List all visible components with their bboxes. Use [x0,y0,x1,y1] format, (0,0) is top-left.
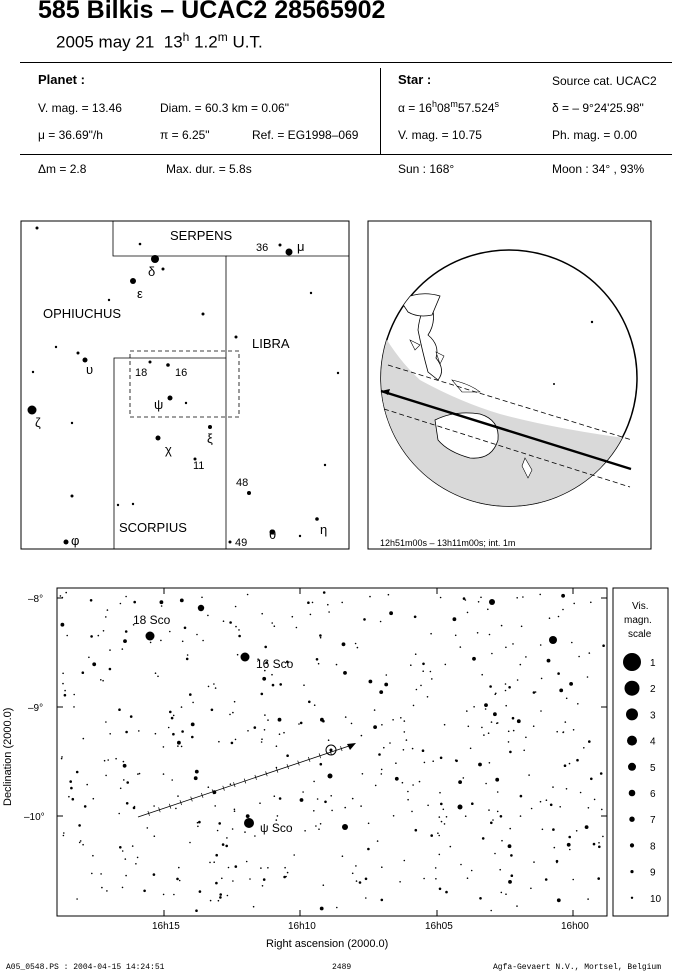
label-mu: μ [297,239,305,254]
scale-mag-label: 5 [650,762,656,774]
label-phi: φ [71,533,80,548]
ytick-label: –9° [28,703,44,714]
star-phmag: Ph. mag. = 0.00 [552,128,638,142]
scale-dot-mag-3 [626,708,638,720]
scale-title-3: scale [628,629,652,640]
scale-mag-label: 9 [650,867,656,879]
label-16: 16 [175,367,188,379]
label-11: 11 [193,460,205,472]
planet-label: Planet : [38,72,85,87]
scale-mag-label: 8 [650,841,656,853]
event-time: 2005 may 21 13$^h$ 1.2$^m$ U.T. [56,30,263,52]
label-zeta: ζ [35,415,41,430]
max-duration: Max. dur. = 5.8s [166,162,252,176]
star-vmag: V. mag. = 10.75 [398,128,482,142]
star-right-ascension: $\alpha = 16^h08^m57.524^s$ [398,99,500,115]
scale-dot-mag-4 [627,736,637,746]
constellation-scorpius: SCORPIUS [119,520,187,535]
label-psi: ψ [154,397,164,412]
event-date: 2005 may 21 [56,32,155,52]
xtick-label: 16h05 [425,921,453,932]
xtick-label: 16h00 [561,921,589,932]
label-36: 36 [256,242,269,254]
scale-dot-mag-5 [628,763,636,771]
scale-mag-label: 3 [650,710,656,722]
scale-mag-label: 1 [650,658,656,669]
sun-elongation: Sun : 168° [398,162,455,176]
constellation-libra: LIBRA [252,336,290,351]
planet-parallax: π = 6.25" [160,128,210,142]
label-epsilon: ε [137,286,143,301]
planet-motion: μ = 36.69"/h [38,128,103,142]
label-16-sco: 16 Sco [256,657,294,671]
scale-dot-mag-7 [629,817,634,822]
constellation-serpens: SERPENS [170,228,233,243]
footer-credit: Agfa-Gevaert N.V., Mortsel, Belgium [493,963,662,972]
page-title: 585 Bilkis – UCAC2 28565902 [38,0,386,24]
scale-mag-label: 7 [650,815,656,827]
scale-dot-mag-1 [623,653,641,671]
magnitude-drop: Δm = 2.8 [38,162,87,176]
label-18-sco: 18 Sco [133,613,171,627]
ytick-label: –8° [28,594,44,605]
label-chi: χ [165,442,172,457]
footer-file: A05_0548.PS : 2004-04-15 14:24:51 [6,963,165,972]
scale-title-2: magn. [624,615,652,626]
planet-diameter: Diam. = 60.3 km = 0.06" [160,101,289,115]
label-upsilon: υ [86,362,94,377]
scale-dot-mag-6 [629,790,636,797]
scale-mag-label: 2 [650,684,656,696]
scale-title-1: Vis. [632,601,649,612]
xtick-label: 16h15 [152,921,180,932]
scale-dot-mag-9 [630,870,633,873]
scale-mag-label: 6 [650,789,656,800]
star-declination: δ = – 9°24'25.98" [552,101,644,115]
scale-dot-mag-8 [630,843,634,847]
planet-reference: Ref. = EG1998–069 [252,128,359,142]
label-eta: η [320,522,328,537]
label-49: 49 [235,537,248,549]
x-axis-label: Right ascension (2000.0) [266,938,389,950]
label-theta: θ [269,527,277,542]
scale-mag-label: 10 [650,893,662,905]
label-psi-sco: ψ Sco [260,821,293,835]
label-delta: δ [148,264,156,279]
label-18: 18 [135,367,148,379]
footer-number: 2489 [332,963,352,972]
planet-vmag: V. mag. = 13.46 [38,101,122,115]
constellation-ophiuchus: OPHIUCHUS [43,306,122,321]
y-axis-label: Declination (2000.0) [2,707,14,806]
label-xi: ξ [207,431,213,446]
scale-dot-mag-10 [631,897,633,899]
star-label: Star : [398,72,432,87]
source-catalog: Source cat. UCAC2 [552,74,657,88]
ytick-label: –10° [24,812,45,823]
xtick-label: 16h10 [288,921,316,932]
scale-dot-mag-2 [625,681,640,696]
scale-rows [623,653,662,905]
moon-info: Moon : 34° , 93% [552,162,645,176]
scale-mag-label: 4 [650,736,656,748]
globe-caption: 12h51m00s – 13h11m00s; int. 1m [380,538,516,548]
label-48: 48 [236,477,249,489]
